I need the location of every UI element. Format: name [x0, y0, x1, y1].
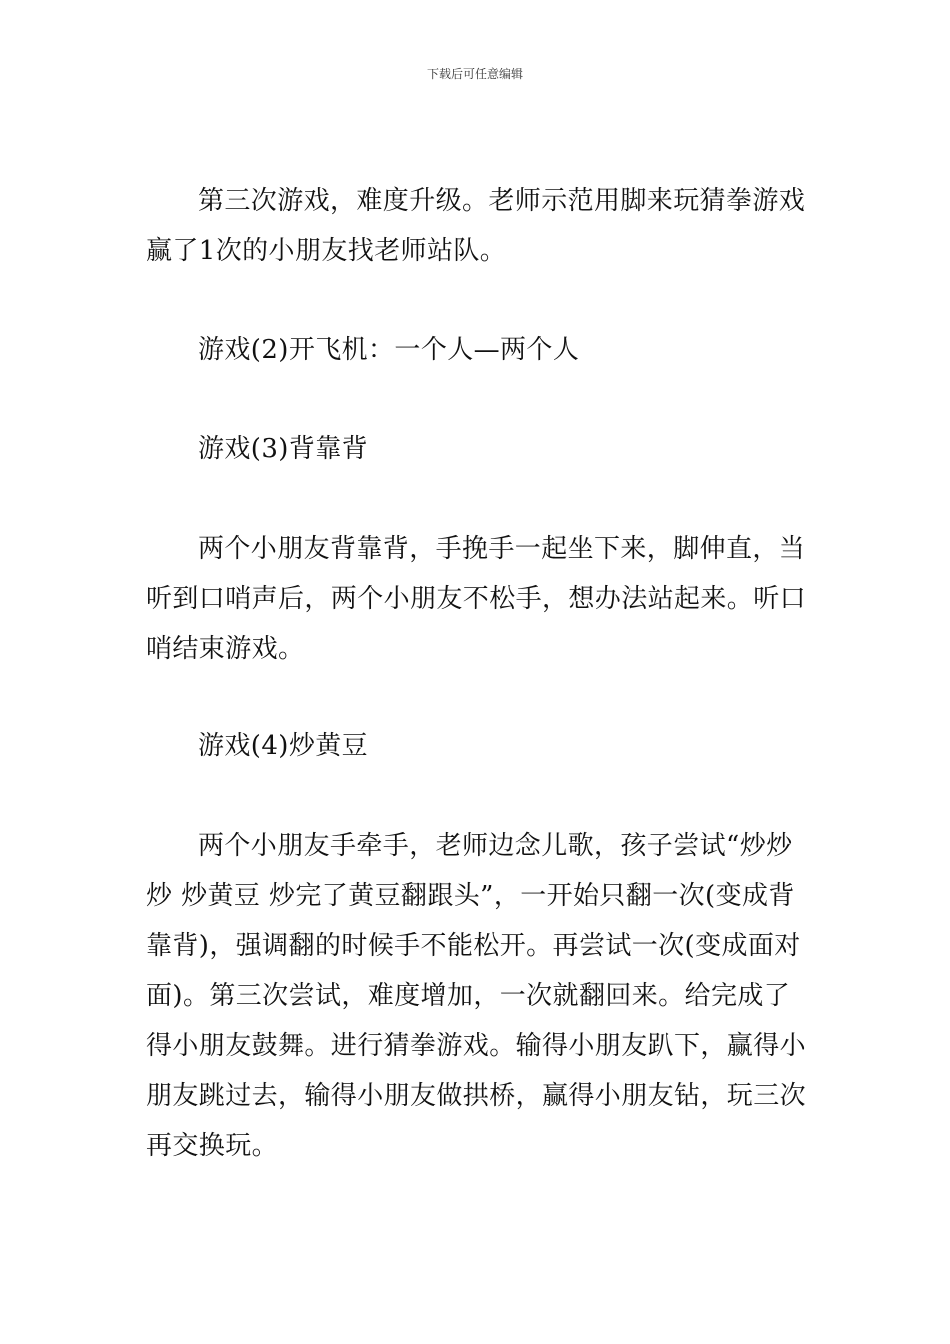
paragraph-game-4-heading: 游戏(4)炒黄豆: [198, 731, 369, 761]
paragraph-game-4-description: 两个小朋友手牵手，老师边念儿歌，孩子尝试“炒炒炒 炒黄豆 炒完了黄豆翻跟头”，一开始只翻一次(变成背靠背)，强调翻的时候手不能松开。再尝试一次(变成面对面)。第三次尝试，难度增加，一次就翻回来。给完成了得小朋友鼓舞。进行猜拳游戏。输得小朋友趴下，赢得小朋友跳过去，输得小朋友做拱桥，赢得小朋友钻，玩三次再交换玩。: [146, 831, 807, 1161]
paragraph-game-3-heading: 游戏(3)背靠背: [198, 434, 369, 464]
paragraph-third-game: 第三次游戏，难度升级。老师示范用脚来玩猜拳游戏赢了1次的小朋友找老师站队。: [146, 186, 806, 266]
paragraph-game-3-description: 两个小朋友背靠背，手挽手一起坐下来，脚伸直，当听到口哨声后，两个小朋友不松手，想办法站起来。听口哨结束游戏。: [146, 534, 807, 664]
page-header: 下载后可任意编辑: [426, 67, 523, 81]
paragraph-game-2-heading: 游戏(2)开飞机：一个人—两个人: [198, 335, 580, 365]
